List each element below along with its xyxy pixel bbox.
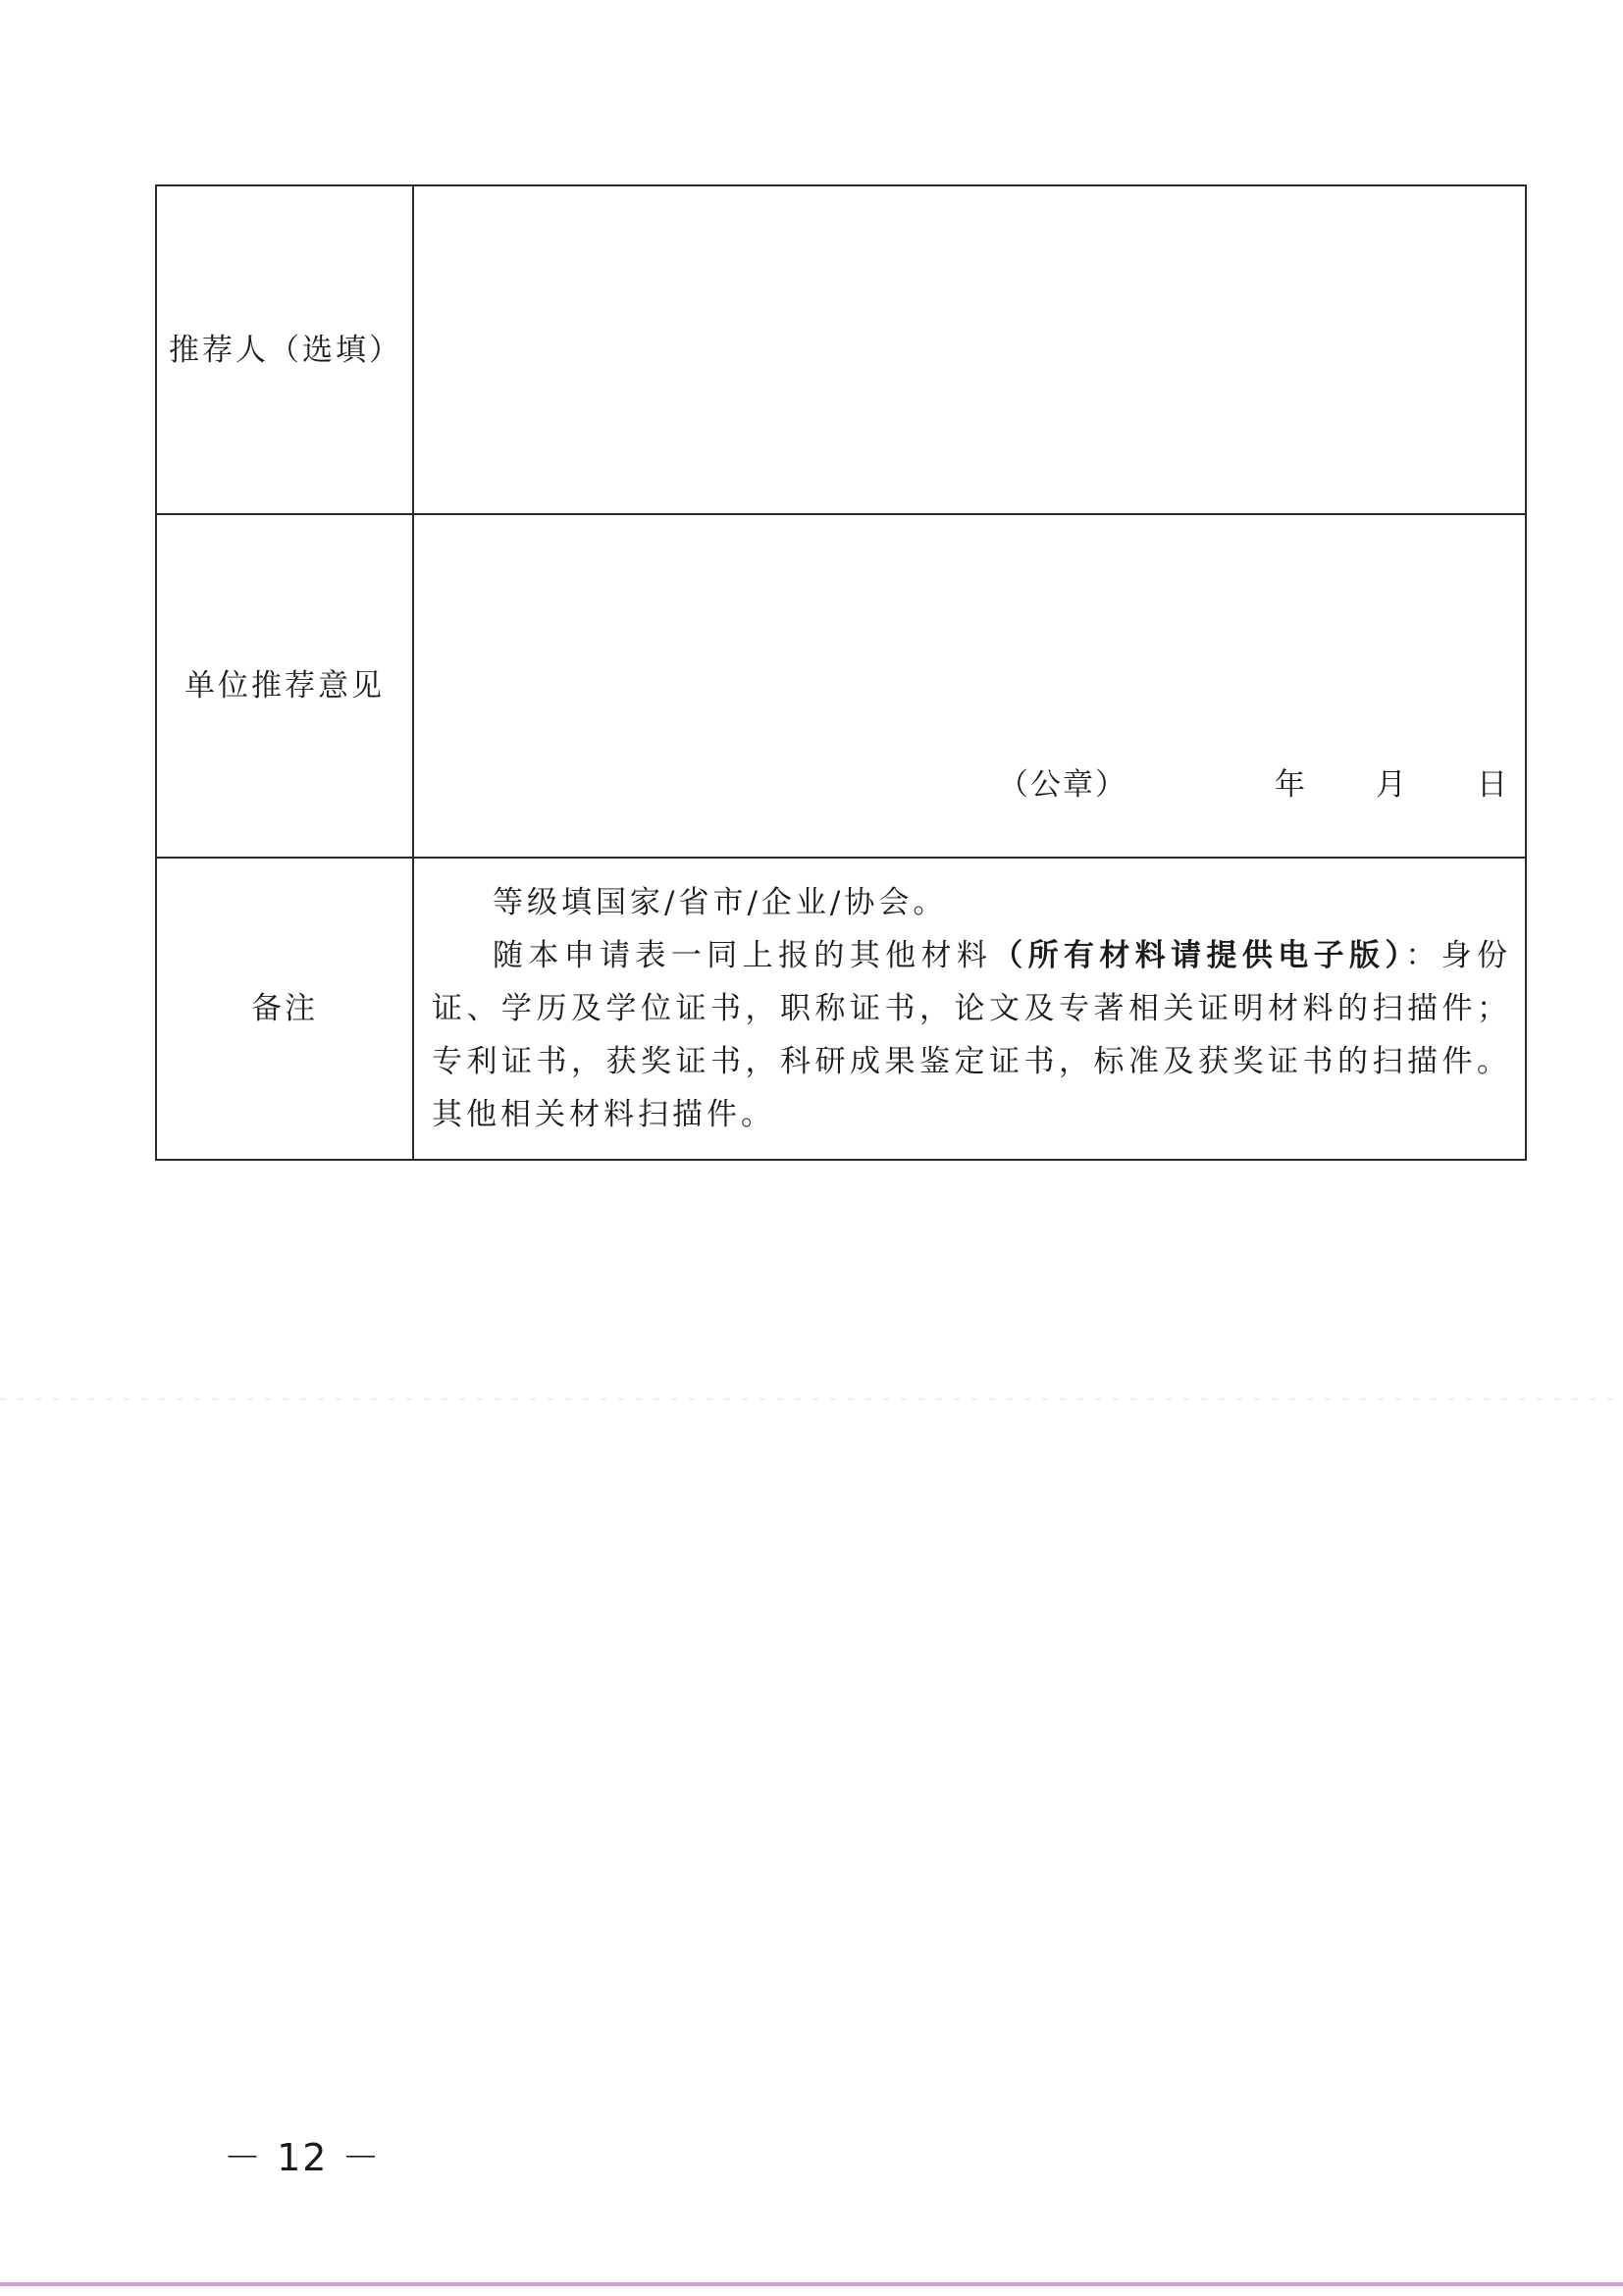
official-seal-text: （公章） (998, 767, 1127, 803)
year-label: 年 (1275, 767, 1307, 803)
remarks-paragraph-1: 等级填国家/省市/企业/协会。 (493, 885, 948, 920)
application-form-table (155, 184, 1527, 1161)
remarks-materials-list: ：身份证、学历及学位证书，职称证书，论文及专著相关证明材料的扫描件；专利证书，获奖证书，科研成果鉴定证书，标准及获奖证书的扫描件。其他相关材料扫描件。 (432, 938, 1511, 1132)
remarks-materials-prefix: 随本申请表一同上报的其他材料 (493, 938, 993, 973)
recommender-field[interactable] (413, 185, 1526, 514)
unit-opinion-row (156, 514, 1526, 858)
remarks-field (413, 858, 1526, 1160)
recommender-row (156, 185, 1526, 514)
bottom-color-rule (0, 2282, 1623, 2286)
unit-opinion-field[interactable] (413, 514, 1526, 858)
seal-date-line (998, 759, 1509, 804)
recommender-label: 推荐人（选填） (156, 185, 413, 514)
unit-opinion-label: 单位推荐意见 (156, 514, 413, 858)
remarks-row (156, 858, 1526, 1160)
remarks-electronic-note: （所有材料请提供电子版） (992, 938, 1406, 973)
day-label: 日 (1477, 767, 1509, 803)
remarks-label: 备注 (156, 858, 413, 1160)
remarks-paragraph-2 (432, 929, 1511, 1141)
scan-artifact-line (0, 1398, 1623, 1400)
page-number: － 12 － (224, 2136, 382, 2179)
month-label: 月 (1376, 767, 1408, 803)
remarks-content (414, 859, 1525, 1159)
